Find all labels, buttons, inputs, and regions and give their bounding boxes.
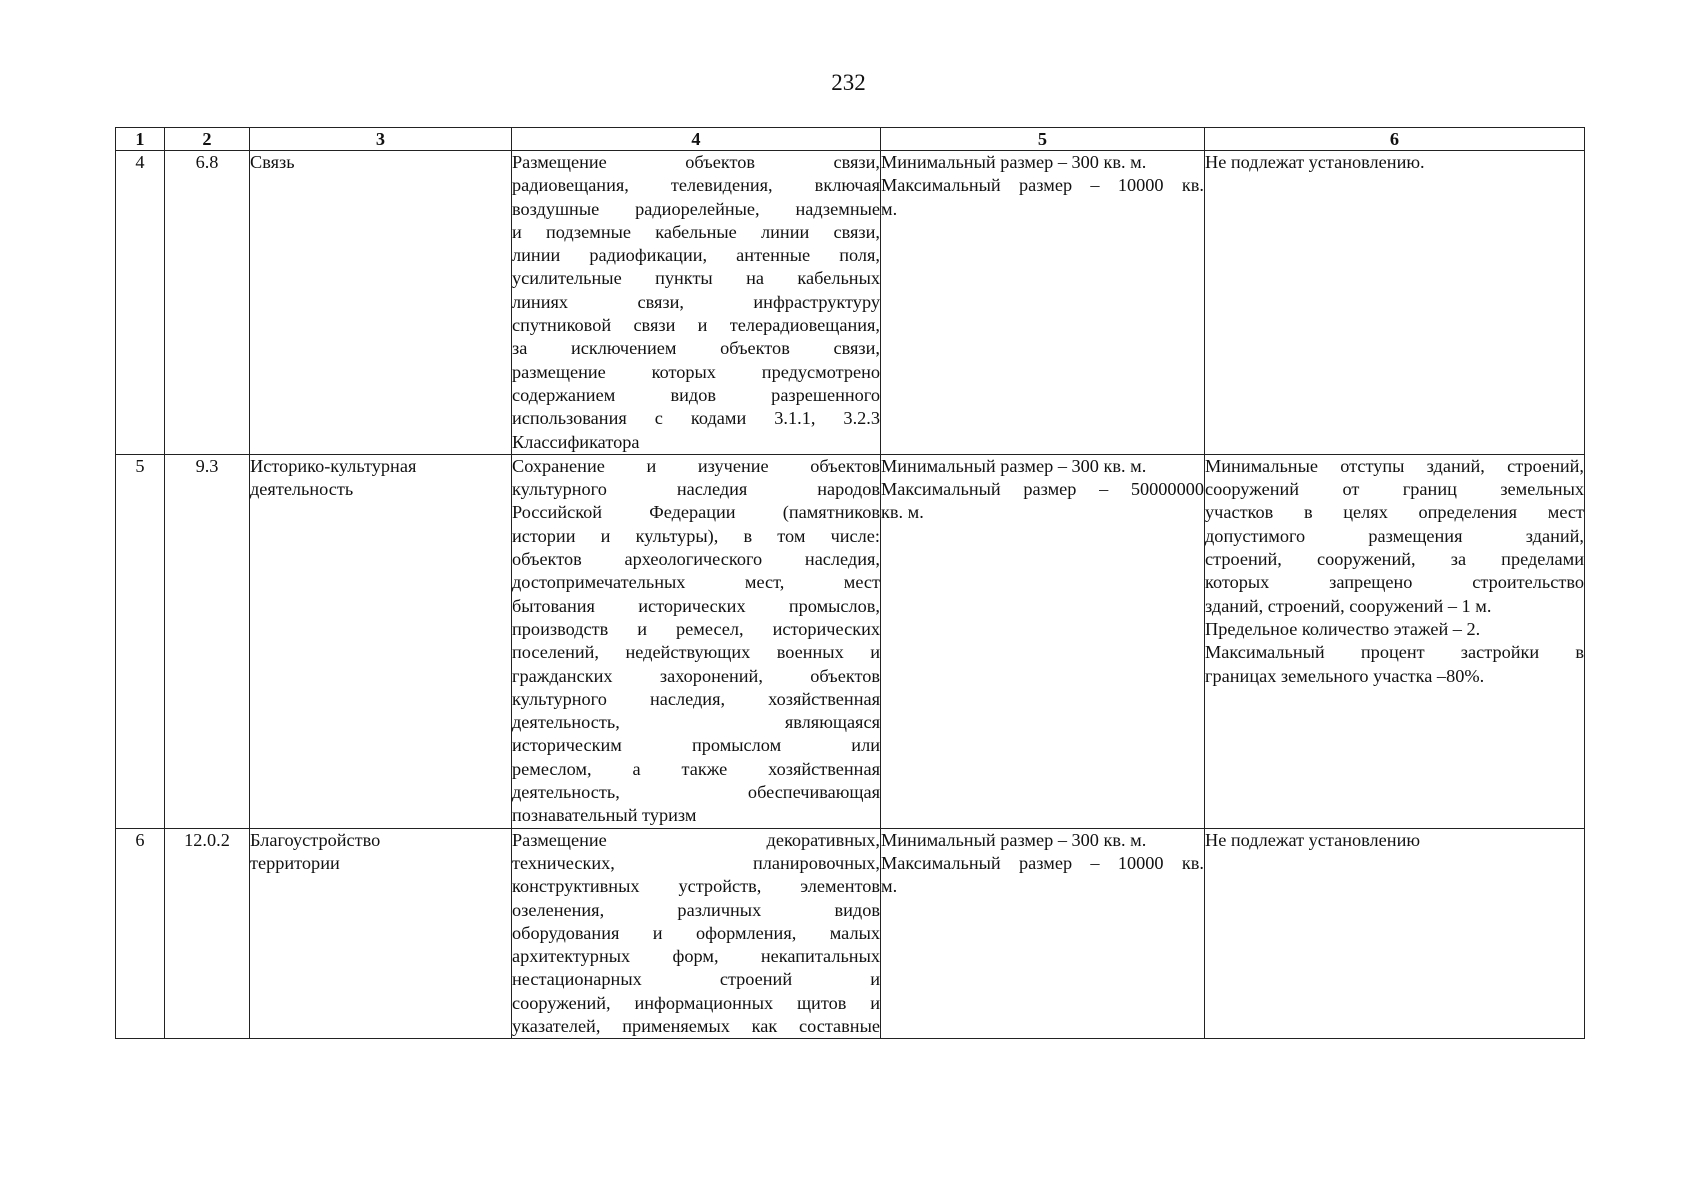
row-number: 5 xyxy=(116,454,165,828)
use-code: 6.8 xyxy=(165,151,250,455)
land-use-table xyxy=(115,127,1585,1039)
use-description xyxy=(512,151,881,455)
text-line: достопримечательных мест, мест xyxy=(512,572,880,593)
table-row xyxy=(116,454,1585,828)
use-name xyxy=(250,828,512,1039)
text-line: Минимальный размер – 300 кв. м. xyxy=(881,829,1147,850)
text-line: Классификатора xyxy=(512,431,640,452)
row-number: 6 xyxy=(116,828,165,1039)
text-line: воздушные радиорелейные, надземные xyxy=(512,198,880,219)
text-line: оборудования и оформления, малых xyxy=(512,922,880,943)
text-line: Размещение объектов связи, xyxy=(512,152,880,172)
text-line: Благоустройство xyxy=(250,829,381,850)
text-line: познавательный туризм xyxy=(512,805,697,826)
text-line: историческим промыслом или xyxy=(512,735,880,756)
text-line: гражданских захоронений, объектов xyxy=(512,665,880,686)
text-line: линии радиофикации, антенные поля, xyxy=(512,245,880,266)
table-row xyxy=(116,151,1585,455)
plot-size-limits xyxy=(881,151,1205,455)
use-description xyxy=(512,828,881,1039)
text-line: Сохранение и изучение объектов xyxy=(512,455,880,476)
text-line: Размещение декоративных, xyxy=(512,829,880,850)
table-row xyxy=(116,828,1585,1039)
text-line: использования с кодами 3.1.1, 3.2.3 xyxy=(512,408,880,429)
text-line: Максимальный процент застройки в xyxy=(1205,642,1584,663)
use-name xyxy=(250,454,512,828)
text-line: Не подлежат установлению xyxy=(1205,829,1421,850)
text-line: деятельность, являющаяся xyxy=(512,712,880,733)
text-line: и подземные кабельные линии связи, xyxy=(512,221,880,242)
text-line: границах земельного участка –80%. xyxy=(1205,665,1485,686)
text-line: Российской Федерации (памятников xyxy=(512,502,880,523)
text-line: Максимальный размер – 50000000 xyxy=(881,479,1204,500)
use-name xyxy=(250,151,512,455)
text-line: деятельность, обеспечивающая xyxy=(512,782,880,803)
text-line: Минимальные отступы зданий, строений, xyxy=(1205,455,1584,476)
text-line: Максимальный размер – 10000 кв. xyxy=(881,175,1204,196)
column-header-3: 3 xyxy=(250,128,512,151)
text-line: конструктивных устройств, элементов xyxy=(512,876,880,897)
text-line: технических, планировочных, xyxy=(512,852,880,873)
page-number: 232 xyxy=(831,70,866,95)
text-line: указателей, применяемых как составные xyxy=(512,1015,880,1036)
table-header-row xyxy=(116,128,1585,151)
text-line: м. xyxy=(881,876,898,897)
construction-parameters xyxy=(1205,454,1585,828)
text-line: за исключением объектов связи, xyxy=(512,338,880,359)
text-line: размещение которых предусмотрено xyxy=(512,361,880,382)
text-line: поселений, недействующих военных и xyxy=(512,642,880,663)
text-line: ремеслом, а также хозяйственная xyxy=(512,758,880,779)
text-line: м. xyxy=(881,198,898,219)
text-line: озеленения, различных видов xyxy=(512,899,880,920)
text-line: истории и культуры), в том числе: xyxy=(512,525,880,546)
text-line: участков в целях определения мест xyxy=(1205,502,1584,523)
text-line: спутниковой связи и телерадиовещания, xyxy=(512,315,880,336)
text-line: Максимальный размер – 10000 кв. xyxy=(881,852,1204,873)
text-line: Не подлежат установлению. xyxy=(1205,152,1425,172)
text-line: Минимальный размер – 300 кв. м. xyxy=(881,455,1147,476)
use-code: 9.3 xyxy=(165,454,250,828)
text-line: Историко-культурная xyxy=(250,455,417,476)
construction-parameters xyxy=(1205,828,1585,1039)
text-line: Предельное количество этажей – 2. xyxy=(1205,618,1481,639)
text-line: нестационарных строений и xyxy=(512,969,880,990)
plot-size-limits xyxy=(881,454,1205,828)
use-description xyxy=(512,454,881,828)
column-header-1: 1 xyxy=(116,128,165,151)
text-line: строений, сооружений, за пределами xyxy=(1205,549,1584,570)
plot-size-limits xyxy=(881,828,1205,1039)
text-line: линиях связи, инфраструктуру xyxy=(512,291,880,312)
text-line: культурного наследия народов xyxy=(512,479,880,500)
column-header-5: 5 xyxy=(881,128,1205,151)
column-header-2: 2 xyxy=(165,128,250,151)
row-number: 4 xyxy=(116,151,165,455)
text-line: Минимальный размер – 300 кв. м. xyxy=(881,152,1147,172)
column-header-6: 6 xyxy=(1205,128,1585,151)
text-line: объектов археологического наследия, xyxy=(512,549,880,570)
text-line: Связь xyxy=(250,152,295,172)
use-code: 12.0.2 xyxy=(165,828,250,1039)
text-line: содержанием видов разрешенного xyxy=(512,384,880,405)
text-line: кв. м. xyxy=(881,502,924,523)
text-line: которых запрещено строительство xyxy=(1205,572,1584,593)
text-line: деятельность xyxy=(250,479,354,500)
text-line: культурного наследия, хозяйственная xyxy=(512,688,880,709)
text-line: усилительные пункты на кабельных xyxy=(512,268,880,289)
text-line: радиовещания, телевидения, включая xyxy=(512,175,880,196)
text-line: производств и ремесел, исторических xyxy=(512,618,880,639)
text-line: сооружений от границ земельных xyxy=(1205,479,1584,500)
column-header-4: 4 xyxy=(512,128,881,151)
construction-parameters xyxy=(1205,151,1585,455)
text-line: зданий, строений, сооружений – 1 м. xyxy=(1205,595,1492,616)
text-line: сооружений, информационных щитов и xyxy=(512,992,880,1013)
text-line: архитектурных форм, некапитальных xyxy=(512,946,880,967)
text-line: допустимого размещения зданий, xyxy=(1205,525,1584,546)
text-line: бытования исторических промыслов, xyxy=(512,595,880,616)
text-line: территории xyxy=(250,852,340,873)
